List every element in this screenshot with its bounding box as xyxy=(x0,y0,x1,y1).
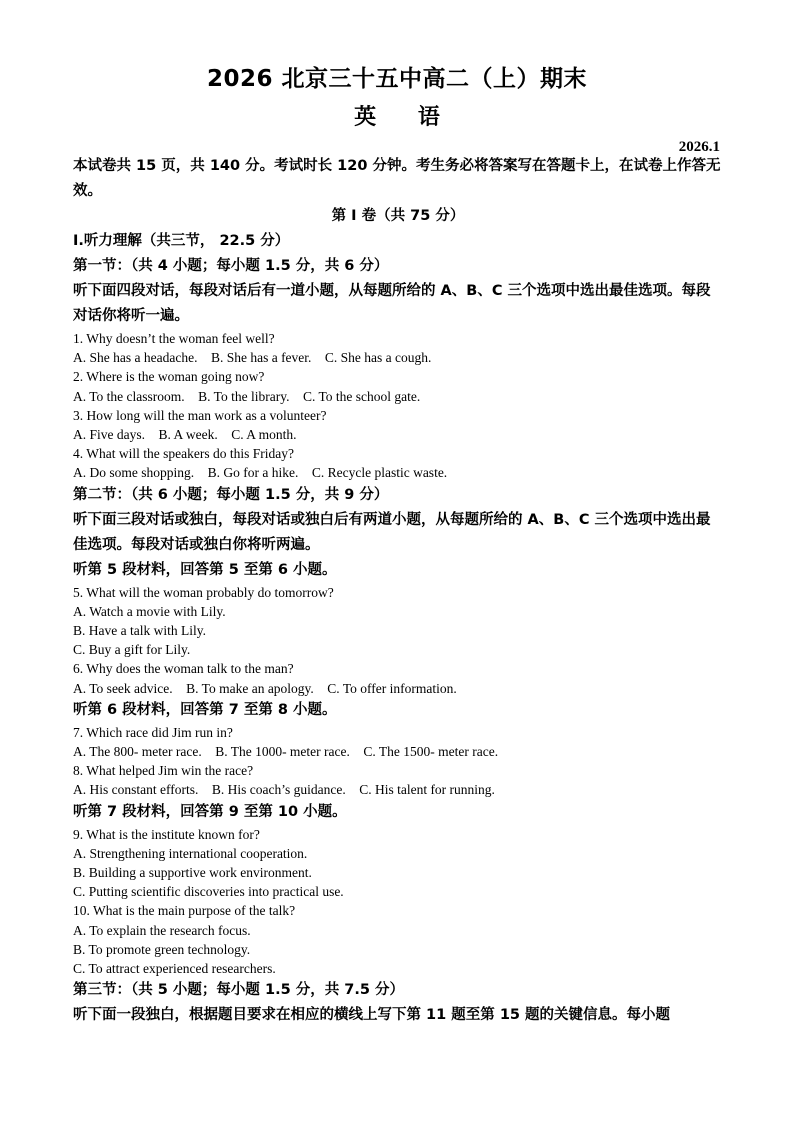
question-line: 3. How long will the man work as a volunteer? xyxy=(73,407,327,423)
section3-title: 第三节：（共 5 小题；每小题 1.5 分，共 7.5 分） xyxy=(73,982,404,999)
question-line: 9. What is the institute known for? xyxy=(73,826,260,842)
option-line: A. Five days. B. A week. C. A month. xyxy=(73,427,297,443)
option-line: A. To the classroom. B. To the library. C. To the school gate. xyxy=(73,388,421,404)
option-line: A. To seek advice. B. To make an apology. C. To offer information. xyxy=(73,680,457,696)
section1-title: 第一节：（共 4 小题；每小题 1.5 分，共 6 分） xyxy=(73,258,389,274)
material-heading: 听第 5 段材料，回答第 5 至第 6 小题。 xyxy=(73,561,337,578)
option-line: C. Buy a gift for Lily. xyxy=(73,642,191,658)
question-line: 2. Where is the woman going now? xyxy=(73,369,265,385)
question-line: 8. What helped Jim win the race? xyxy=(73,763,254,779)
exam-title: 2026 北京三十五中高二（上）期末 xyxy=(206,66,588,92)
material-heading: 听第 6 段材料，回答第 7 至第 8 小题。 xyxy=(73,701,337,718)
question-line: 6. Why does the woman talk to the man? xyxy=(73,661,294,677)
exam-content xyxy=(73,154,723,1028)
section1-instruction: 听下面四段对话，每段对话后有一道小题，从每题所给的 A、B、C 三个选项中选出最佳选项。每段对话你将听一遍。 xyxy=(73,283,711,324)
option-line: A. The 800- meter race. B. The 1000- meter race. C. The 1500- meter race. xyxy=(73,744,499,760)
question-line: 7. Which race did Jim run in? xyxy=(73,724,233,740)
part-heading: 第 I 卷（共 75 分） xyxy=(331,208,465,224)
section2-title: 第二节：（共 6 小题；每小题 1.5 分，共 9 分） xyxy=(73,486,389,503)
option-line: C. To attract experienced researchers. xyxy=(73,961,276,977)
option-line: A. His constant efforts. B. His coach’s guidance. C. His talent for running. xyxy=(73,782,495,798)
option-line: C. Putting scientific discoveries into practical use. xyxy=(73,884,344,900)
question-line: 5. What will the woman probably do tomorrow? xyxy=(73,584,334,600)
option-line: B. Building a supportive work environment. xyxy=(73,865,312,881)
listening-section-title: I.听力理解（共三节， 22.5 分） xyxy=(73,233,290,249)
option-line: A. Watch a movie with Lily. xyxy=(73,603,226,619)
exam-date: 2026.1 xyxy=(678,139,720,155)
option-line: B. To promote green technology. xyxy=(73,941,251,957)
material-heading: 听第 7 段材料，回答第 9 至第 10 小题。 xyxy=(73,803,347,820)
option-line: B. Have a talk with Lily. xyxy=(73,623,206,639)
exam-intro: 本试卷共 15 页，共 140 分。考试时长 120 分钟。考生务必将答案写在答题卡上，在试卷上作答无效。 xyxy=(73,158,721,199)
section3-instruction: 听下面一段独白，根据题目要求在相应的横线上写下第 11 题至第 15 题的关键信息。每小题 xyxy=(73,1007,671,1024)
option-line: A. Do some shopping. B. Go for a hike. C. Recycle plastic waste. xyxy=(73,465,448,481)
question-line: 4. What will the speakers do this Friday? xyxy=(73,446,294,462)
question-line: 1. Why doesn’t the woman feel well? xyxy=(73,331,275,346)
question-line: 10. What is the main purpose of the talk? xyxy=(73,903,296,919)
subject-title: 英 语 xyxy=(354,105,440,130)
section2-instruction: 听下面三段对话或独白，每段对话或独白后有两道小题，从每题所给的 A、B、C 三个选项中选出最佳选项。每段对话或独白你将听两遍。 xyxy=(73,511,711,553)
option-line: A. To explain the research focus. xyxy=(73,922,251,938)
option-line: A. She has a headache. B. She has a fever. C. She has a cough. xyxy=(73,350,432,366)
option-line: A. Strengthening international cooperation. xyxy=(73,845,308,861)
